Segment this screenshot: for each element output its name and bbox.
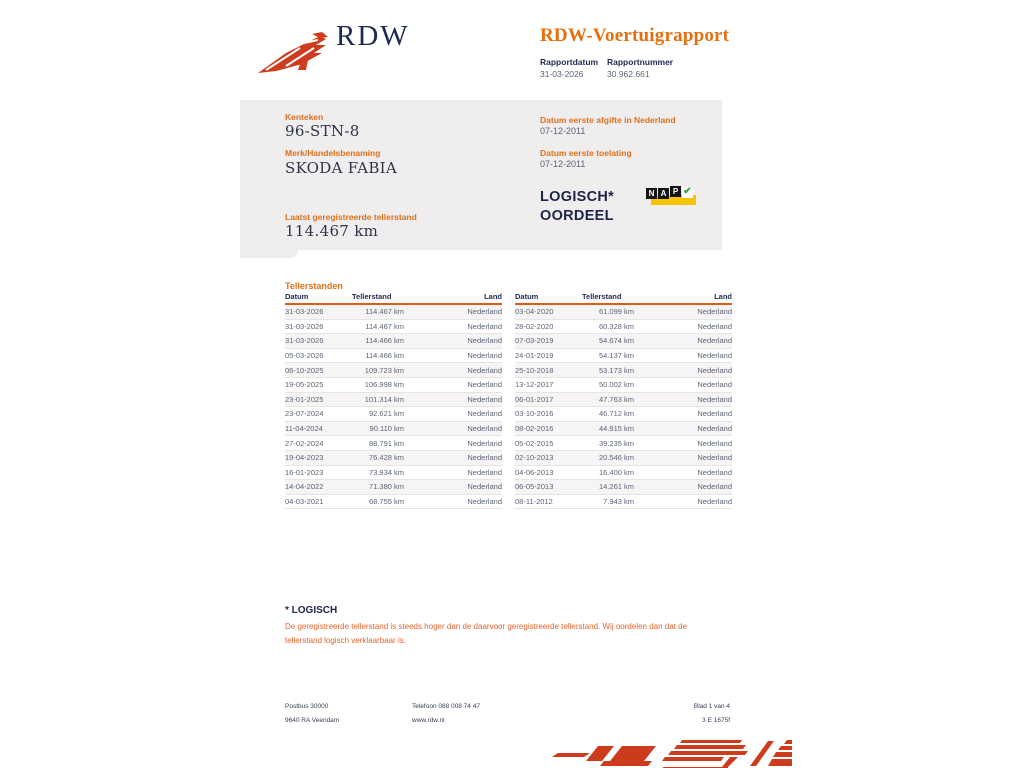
eerste-afgifte-value: 07-12-2011	[540, 126, 586, 136]
cell-tellerstand: 39.235 km	[598, 438, 634, 448]
cell-tellerstand: 53.173 km	[598, 365, 634, 375]
laatste-tellerstand-value: 114.467 km	[285, 222, 379, 240]
cell-land: Nederland	[697, 394, 732, 404]
cell-datum: 16-01-2023	[285, 467, 324, 477]
cell-land: Nederland	[697, 482, 732, 492]
cell-tellerstand: 76.428 km	[368, 453, 404, 463]
footer-stripes-graphic	[552, 738, 792, 768]
cell-datum: 07-03-2019	[515, 336, 554, 346]
cell-land: Nederland	[467, 467, 502, 477]
table-row	[285, 334, 502, 349]
cell-land: Nederland	[697, 438, 732, 448]
column-header-tellerstand: Tellerstand	[352, 292, 392, 301]
footnote-title: * LOGISCH	[285, 605, 338, 616]
cell-datum: 05-03-2026	[285, 351, 324, 361]
table-row	[285, 466, 502, 481]
cell-tellerstand: 7.943 km	[603, 497, 634, 507]
cell-land: Nederland	[467, 380, 502, 390]
cell-tellerstand: 114.466 km	[365, 351, 404, 361]
tellerstanden-table-right	[515, 292, 732, 509]
eerste-afgifte-label: Datum eerste afgifte in Nederland	[540, 115, 676, 125]
cell-datum: 02-10-2013	[515, 453, 554, 463]
cell-land: Nederland	[697, 307, 732, 317]
cell-tellerstand: 60.328 km	[598, 321, 634, 331]
report-number-value: 30.962.661	[607, 69, 650, 79]
cell-datum: 08-02-2016	[515, 424, 554, 434]
cell-tellerstand: 114.466 km	[365, 336, 404, 346]
cell-land: Nederland	[467, 482, 502, 492]
table-row	[515, 466, 732, 481]
cell-tellerstand: 71.380 km	[368, 482, 404, 492]
table-row	[515, 480, 732, 495]
report-date-label: Rapportdatum	[540, 57, 599, 67]
cell-land: Nederland	[467, 453, 502, 463]
footer-website: www.rdw.nl	[412, 717, 445, 724]
eerste-toelating-label: Datum eerste toelating	[540, 148, 632, 158]
table-row	[515, 451, 732, 466]
cell-datum: 08-11-2012	[515, 497, 553, 507]
cell-land: Nederland	[697, 380, 732, 390]
cell-datum: 03-10-2016	[515, 409, 554, 419]
footer-page-info	[694, 700, 730, 728]
cell-tellerstand: 90.110 km	[369, 424, 404, 434]
cell-datum: 28-02-2020	[515, 321, 554, 331]
footer-doc-code: 3 E 1675f	[702, 717, 730, 724]
cell-datum: 14-04-2022	[285, 482, 324, 492]
cell-datum: 11-04-2024	[285, 424, 323, 434]
tellerstanden-section-title: Tellerstanden	[285, 281, 343, 291]
table-row	[285, 378, 502, 393]
cell-land: Nederland	[697, 365, 732, 375]
table-row	[515, 407, 732, 422]
cell-land: Nederland	[467, 424, 502, 434]
rdw-wordmark: RDW	[336, 20, 410, 52]
table-row	[285, 480, 502, 495]
cell-tellerstand: 88.791 km	[368, 438, 404, 448]
cell-datum: 19-05-2025	[285, 380, 324, 390]
cell-tellerstand: 16.400 km	[598, 467, 634, 477]
cell-land: Nederland	[467, 351, 502, 361]
cell-land: Nederland	[467, 307, 502, 317]
cell-land: Nederland	[697, 351, 732, 361]
cell-tellerstand: 106.998 km	[364, 380, 404, 390]
cell-datum: 13-12-2017	[515, 380, 554, 390]
column-header-land: Land	[484, 292, 502, 301]
cell-datum: 31-03-2026	[285, 307, 324, 317]
cell-datum: 24-01-2019	[515, 351, 554, 361]
cell-tellerstand: 46.712 km	[598, 409, 634, 419]
table-row	[515, 334, 732, 349]
nap-letter-a: A	[658, 188, 669, 199]
cell-land: Nederland	[467, 365, 502, 375]
table-row	[515, 436, 732, 451]
table-row	[515, 305, 732, 320]
merk-label: Merk/Handelsbenaming	[285, 148, 381, 158]
cell-tellerstand: 68.755 km	[368, 497, 404, 507]
cell-datum: 06-10-2025	[285, 365, 324, 375]
cell-tellerstand: 92.621 km	[368, 409, 404, 419]
cell-datum: 23-07-2024	[285, 409, 324, 419]
cell-datum: 23-01-2025	[285, 394, 324, 404]
laatste-tellerstand-label: Laatst geregistreerde tellerstand	[285, 212, 417, 222]
cell-land: Nederland	[467, 438, 502, 448]
table-row	[285, 495, 502, 510]
column-header-datum: Datum	[285, 292, 309, 301]
eerste-toelating-value: 07-12-2011	[540, 159, 586, 169]
table-row	[515, 349, 732, 364]
cell-tellerstand: 73.934 km	[368, 467, 404, 477]
cell-tellerstand: 14.261 km	[598, 482, 634, 492]
footer-address-line1: Postbus 30000	[285, 703, 329, 710]
cell-land: Nederland	[697, 453, 732, 463]
cell-datum: 19-04-2023	[285, 453, 324, 463]
report-number-label: Rapportnummer	[607, 57, 674, 67]
cell-datum: 31-03-2026	[285, 336, 324, 346]
table-row	[285, 320, 502, 335]
cell-land: Nederland	[697, 467, 732, 477]
kenteken-label: Kenteken	[285, 112, 324, 122]
cell-tellerstand: 101.314 km	[364, 394, 404, 404]
table-row	[285, 436, 502, 451]
table-header-row	[515, 292, 732, 305]
cell-land: Nederland	[467, 321, 502, 331]
nap-logo	[646, 184, 698, 208]
page-title: RDW-Voertuigrapport	[540, 25, 730, 46]
table-row	[515, 393, 732, 408]
table-row	[515, 378, 732, 393]
cell-tellerstand: 54.137 km	[598, 351, 634, 361]
footer-phone: Telefoon 088 008 74 47	[412, 703, 480, 710]
footer-address	[285, 700, 339, 728]
column-header-datum: Datum	[515, 292, 539, 301]
kenteken-value: 96-STN-8	[285, 122, 360, 140]
cell-land: Nederland	[697, 497, 732, 507]
tellerstanden-table-left	[285, 292, 502, 509]
nap-checkmark-icon: ✔	[683, 186, 692, 197]
table-row	[285, 393, 502, 408]
table-row	[515, 422, 732, 437]
cell-land: Nederland	[697, 321, 732, 331]
table-row	[285, 451, 502, 466]
footer-page-indicator: Blad 1 van 4	[693, 703, 730, 710]
vehicle-summary-panel-tab	[240, 250, 298, 258]
nap-letter-n: N	[646, 188, 657, 199]
cell-datum: 05-02-2015	[515, 438, 554, 448]
rdw-bird-logo-icon	[256, 26, 334, 74]
cell-tellerstand: 47.763 km	[598, 394, 634, 404]
cell-datum: 03-04-2020	[515, 307, 554, 317]
footnote-text: De geregistreerde tellerstand is steeds hoger dan de daarvoor geregistreerde tellerstand. Wij oordelen dan dat de tellerstand logisch verklaarbaar is.	[285, 622, 688, 645]
cell-datum: 06-01-2017	[515, 394, 554, 404]
table-row	[285, 349, 502, 364]
cell-tellerstand: 44.915 km	[598, 424, 634, 434]
nap-letter-p: P	[670, 186, 681, 197]
table-row	[515, 320, 732, 335]
cell-land: Nederland	[697, 409, 732, 419]
column-header-tellerstand: Tellerstand	[582, 292, 622, 301]
cell-tellerstand: 61.099 km	[598, 307, 634, 317]
table-row	[515, 363, 732, 378]
cell-tellerstand: 50.002 km	[598, 380, 634, 390]
cell-datum: 04-06-2013	[515, 467, 554, 477]
table-row	[285, 305, 502, 320]
table-row	[285, 407, 502, 422]
cell-datum: 25-10-2018	[515, 365, 554, 375]
table-row	[285, 422, 502, 437]
cell-tellerstand: 114.467 km	[365, 321, 404, 331]
column-header-land: Land	[714, 292, 732, 301]
cell-land: Nederland	[467, 409, 502, 419]
cell-land: Nederland	[697, 336, 732, 346]
footer-address-line2: 9640 RA Veendam	[285, 717, 340, 724]
cell-land: Nederland	[467, 497, 502, 507]
table-row	[515, 495, 732, 510]
table-row	[285, 363, 502, 378]
cell-land: Nederland	[467, 394, 502, 404]
cell-tellerstand: 114.467 km	[365, 307, 404, 317]
cell-datum: 27-02-2024	[285, 438, 324, 448]
cell-datum: 06-05-2013	[515, 482, 554, 492]
table-header-row	[285, 292, 502, 305]
merk-value: SKODA FABIA	[285, 159, 398, 177]
report-date-value: 31-03-2026	[540, 69, 584, 79]
cell-tellerstand: 109.723 km	[364, 365, 404, 375]
cell-land: Nederland	[697, 424, 732, 434]
oordeel-text: LOGISCH* OORDEEL	[540, 189, 615, 224]
cell-datum: 31-03-2026	[285, 321, 324, 331]
cell-datum: 04-03-2021	[285, 497, 324, 507]
cell-tellerstand: 54.674 km	[598, 336, 634, 346]
cell-land: Nederland	[467, 336, 502, 346]
footer-contact	[412, 700, 480, 728]
cell-tellerstand: 20.546 km	[598, 453, 634, 463]
